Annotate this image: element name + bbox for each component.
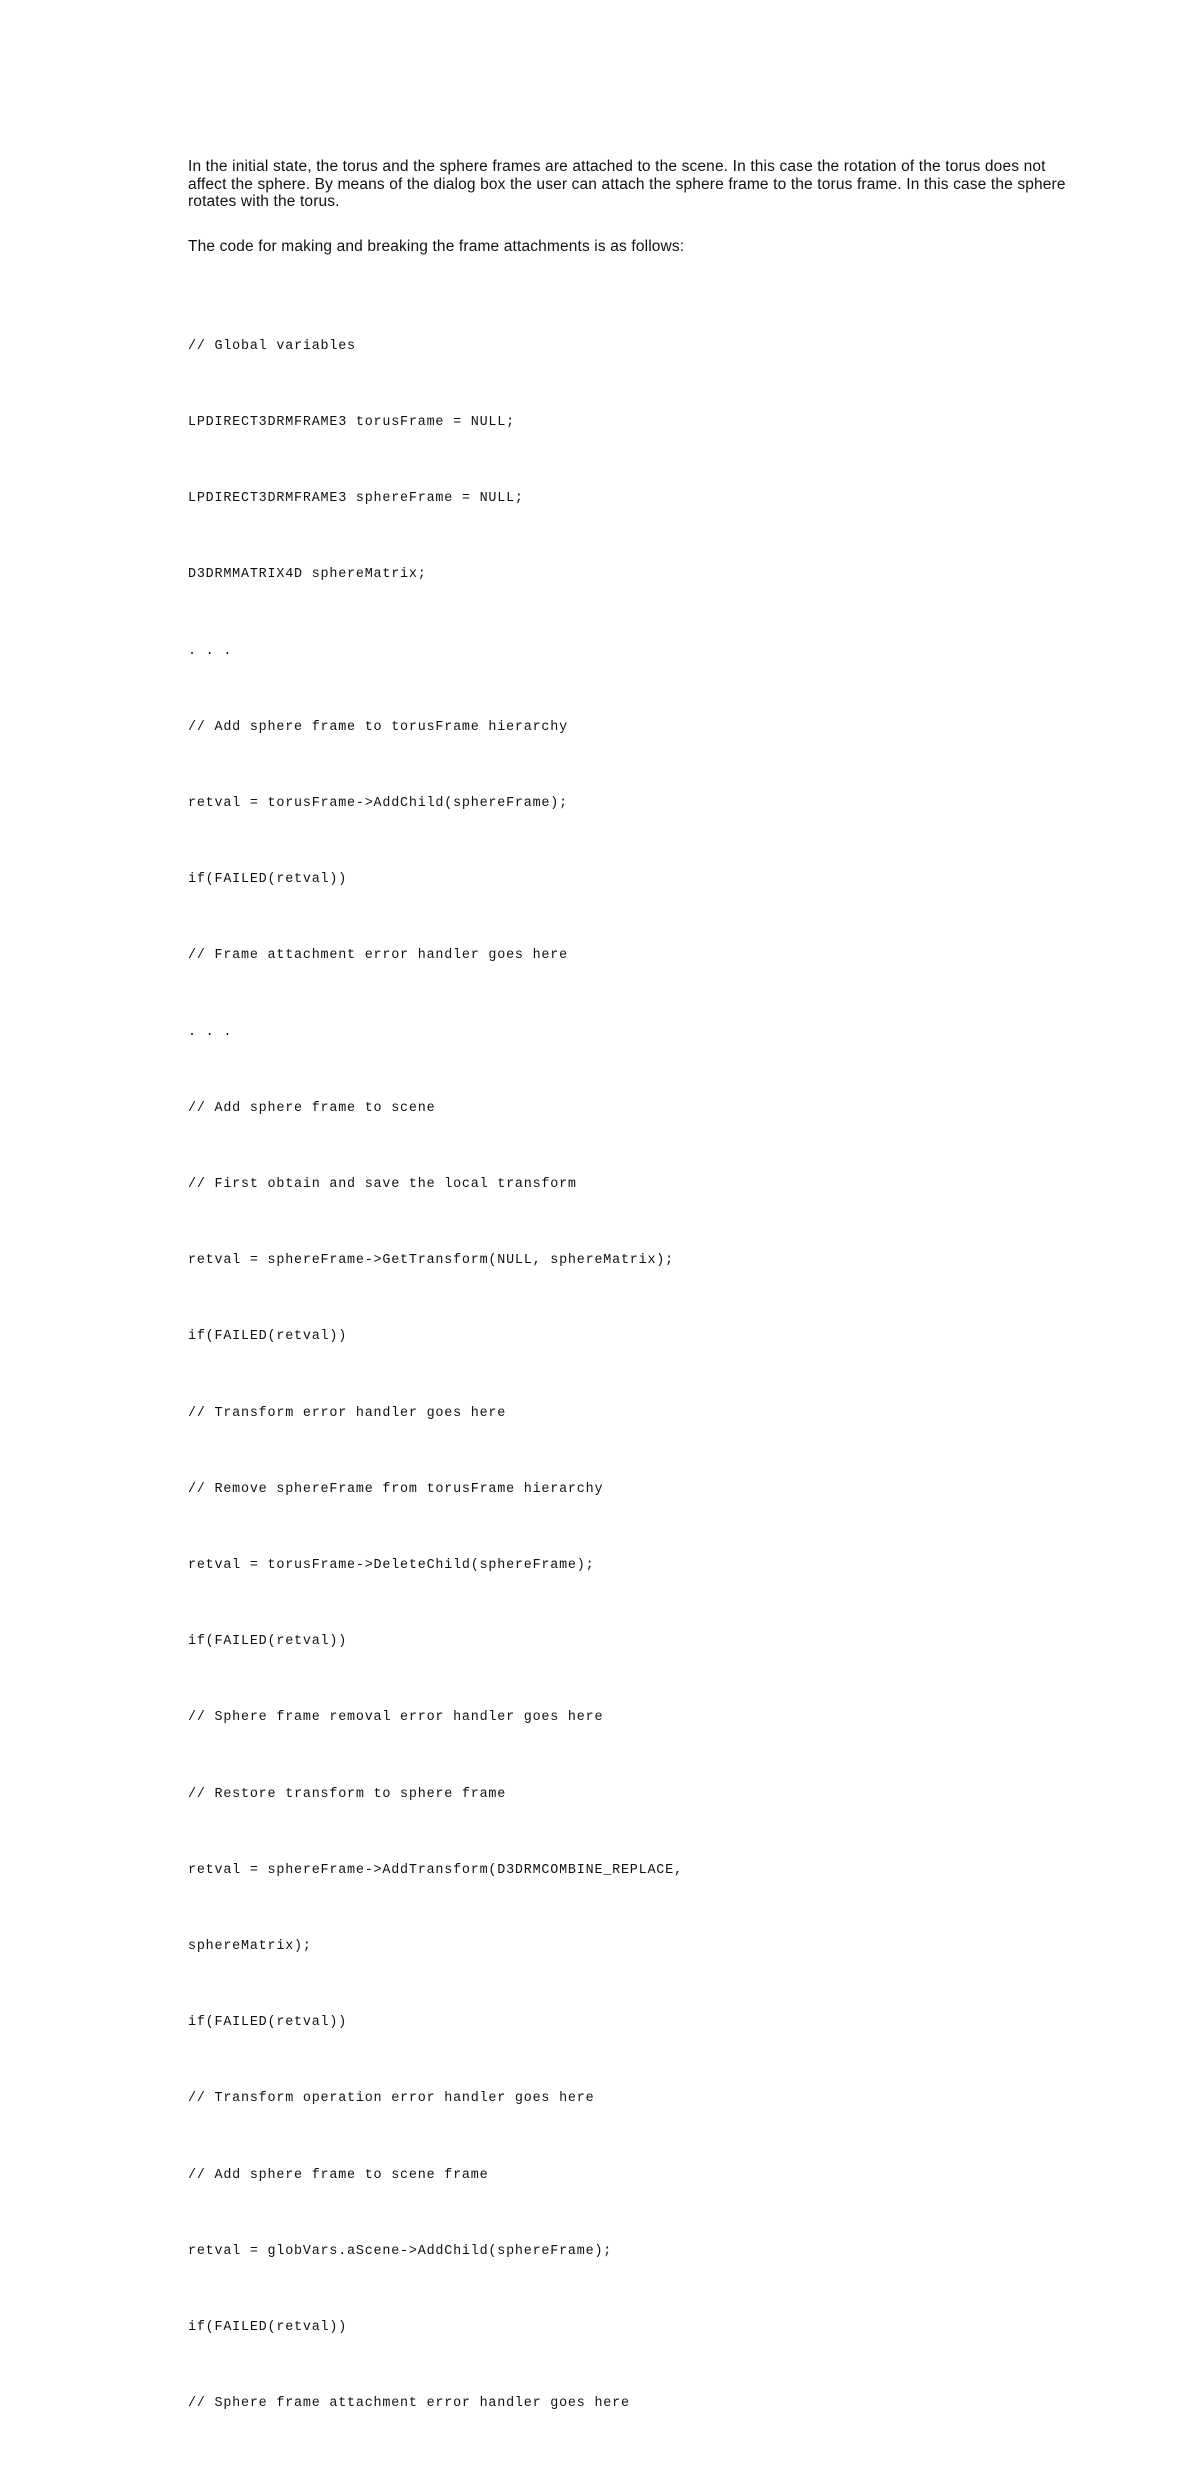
code-line: retval = sphereFrame->AddTransform(D3DRMCOMBINE_REPLACE, [188, 1862, 683, 1878]
code-line: // Add sphere frame to scene frame [188, 2167, 489, 2183]
code-line: . . . [188, 643, 233, 659]
code-line: D3DRMMATRIX4D sphereMatrix; [188, 567, 427, 583]
code-line: LPDIRECT3DRMFRAME3 sphereFrame = NULL; [188, 491, 524, 507]
code-line: // Restore transform to sphere frame [188, 1786, 507, 1802]
code-intro-paragraph: The code for making and breaking the frame attachments is as follows: [188, 237, 685, 255]
code-line: // Transform error handler goes here [188, 1405, 507, 1421]
code-line: // First obtain and save the local transform [188, 1177, 577, 1193]
code-line: if(FAILED(retval)) [188, 1634, 348, 1650]
code-block [188, 283, 1068, 2468]
code-line: retval = torusFrame->AddChild(sphereFrame); [188, 796, 568, 812]
code-line: // Sphere frame attachment error handler goes here [188, 2396, 630, 2412]
code-line: LPDIRECT3DRMFRAME3 torusFrame = NULL; [188, 415, 515, 431]
code-line: // Transform operation error handler goes here [188, 2091, 595, 2107]
intro-paragraph: In the initial state, the torus and the sphere frames are attached to the scene. In this case the rotation of the torus does not affect the sphere. By means of the dialog box the user can attach the sphere frame to the torus frame. In this case the sphere rotates with the torus. [188, 158, 1066, 210]
code-line: retval = globVars.aScene->AddChild(sphereFrame); [188, 2243, 613, 2259]
code-line: if(FAILED(retval)) [188, 872, 348, 888]
code-line: . . . [188, 1024, 233, 1040]
code-line: // Global variables [188, 338, 356, 354]
code-line: if(FAILED(retval)) [188, 2320, 348, 2336]
code-line: // Sphere frame removal error handler goes here [188, 1710, 604, 1726]
code-line: retval = torusFrame->DeleteChild(sphereFrame); [188, 1558, 595, 1574]
document-page [188, 158, 1068, 2468]
code-line: if(FAILED(retval)) [188, 1329, 348, 1345]
code-line: if(FAILED(retval)) [188, 2015, 348, 2031]
code-line: // Remove sphereFrame from torusFrame hierarchy [188, 1481, 604, 1497]
code-line: sphereMatrix); [188, 1939, 312, 1955]
code-line: // Frame attachment error handler goes here [188, 948, 568, 964]
code-line: // Add sphere frame to scene [188, 1100, 436, 1116]
code-line: // Add sphere frame to torusFrame hierarchy [188, 719, 568, 735]
code-line: retval = sphereFrame->GetTransform(NULL, sphereMatrix); [188, 1253, 674, 1269]
